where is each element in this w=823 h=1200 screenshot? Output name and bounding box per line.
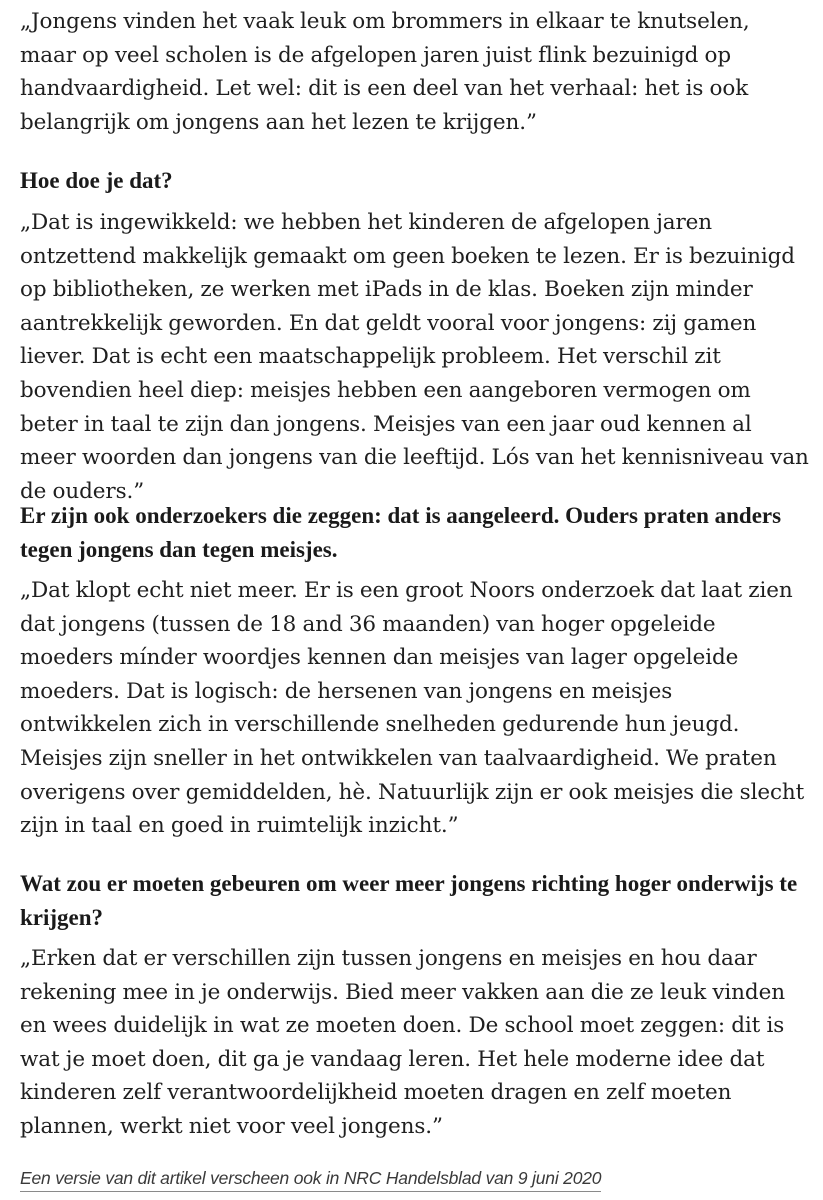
answer-paragraph: „Dat klopt echt niet meer. Er is een groot Noors onderzoek dat laat zien dat jongens (tussen de 18 and 36 maanden) van hoger opgeleide moeders mínder woordjes kennen dan meisjes van lager opgeleide moeders. Dat is logisch: de hersenen van jongens en meisjes ontwikkelen zich in verschillende snelheden gedurende hun jeugd. Meisjes zijn sneller in het ontwikkelen van taalvaardigheid. We praten overigens over gemiddelden, hè. Natuurlijk zijn er ook meisjes die slecht zijn in taal en goed in ruimtelijk inzicht.” xyxy=(20,578,805,839)
answer-paragraph: „Erken dat er verschillen zijn tussen jongens en meisjes en hou daar rekening mee in je onderwijs. Bied meer vakken aan die ze leuk vinden en wees duidelijk in wat ze moeten doen. De school moet zeggen: dit is wat je moet doen, dit ga je vandaag leren. Het hele moderne idee dat kinderen zelf verantwoordelijkheid moeten dragen en zelf moeten plannen, werkt niet voor veel jongens.” xyxy=(20,946,785,1139)
interview-question: Hoe doe je dat? xyxy=(20,168,173,193)
answer-paragraph: „Jongens vinden het vaak leuk om brommers in elkaar te knutselen, maar op veel scholen is de afgelopen jaren juist flink bezuinigd op handvaardigheid. Let wel: dit is een deel van het verhaal: het is ook belangrijk om jongens aan het lezen te krijgen.” xyxy=(20,9,750,135)
answer-paragraph: „Dat is ingewikkeld: we hebben het kinderen de afgelopen jaren ontzettend makkelijk gemaakt om geen boeken te lezen. Er is bezuinigd op bibliotheken, ze werken met iPads in de klas. Boeken zijn minder aantrekkelijk geworden. En dat geldt vooral voor jongens: zij gamen liever. Dat is echt een maatschappelijk probleem. Het verschil zit bovendien heel diep: meisjes hebben een aangeboren vermogen om beter in taal te zijn dan jongens. Meisjes van een jaar oud kennen al meer woorden dan jongens van die leeftijd. Lós van het kennisniveau van de ouders.” xyxy=(20,210,809,504)
interview-question: Er zijn ook onderzoekers die zeggen: dat is aangeleerd. Ouders praten anders tegen jongens dan tegen meisjes. xyxy=(20,503,782,562)
interview-question: Wat zou er moeten gebeuren om weer meer jongens richting hoger onderwijs te krijgen? xyxy=(20,871,798,930)
publication-note: Een versie van dit artikel verscheen ook in NRC Handelsblad van 9 juni 2020 xyxy=(20,1166,601,1192)
